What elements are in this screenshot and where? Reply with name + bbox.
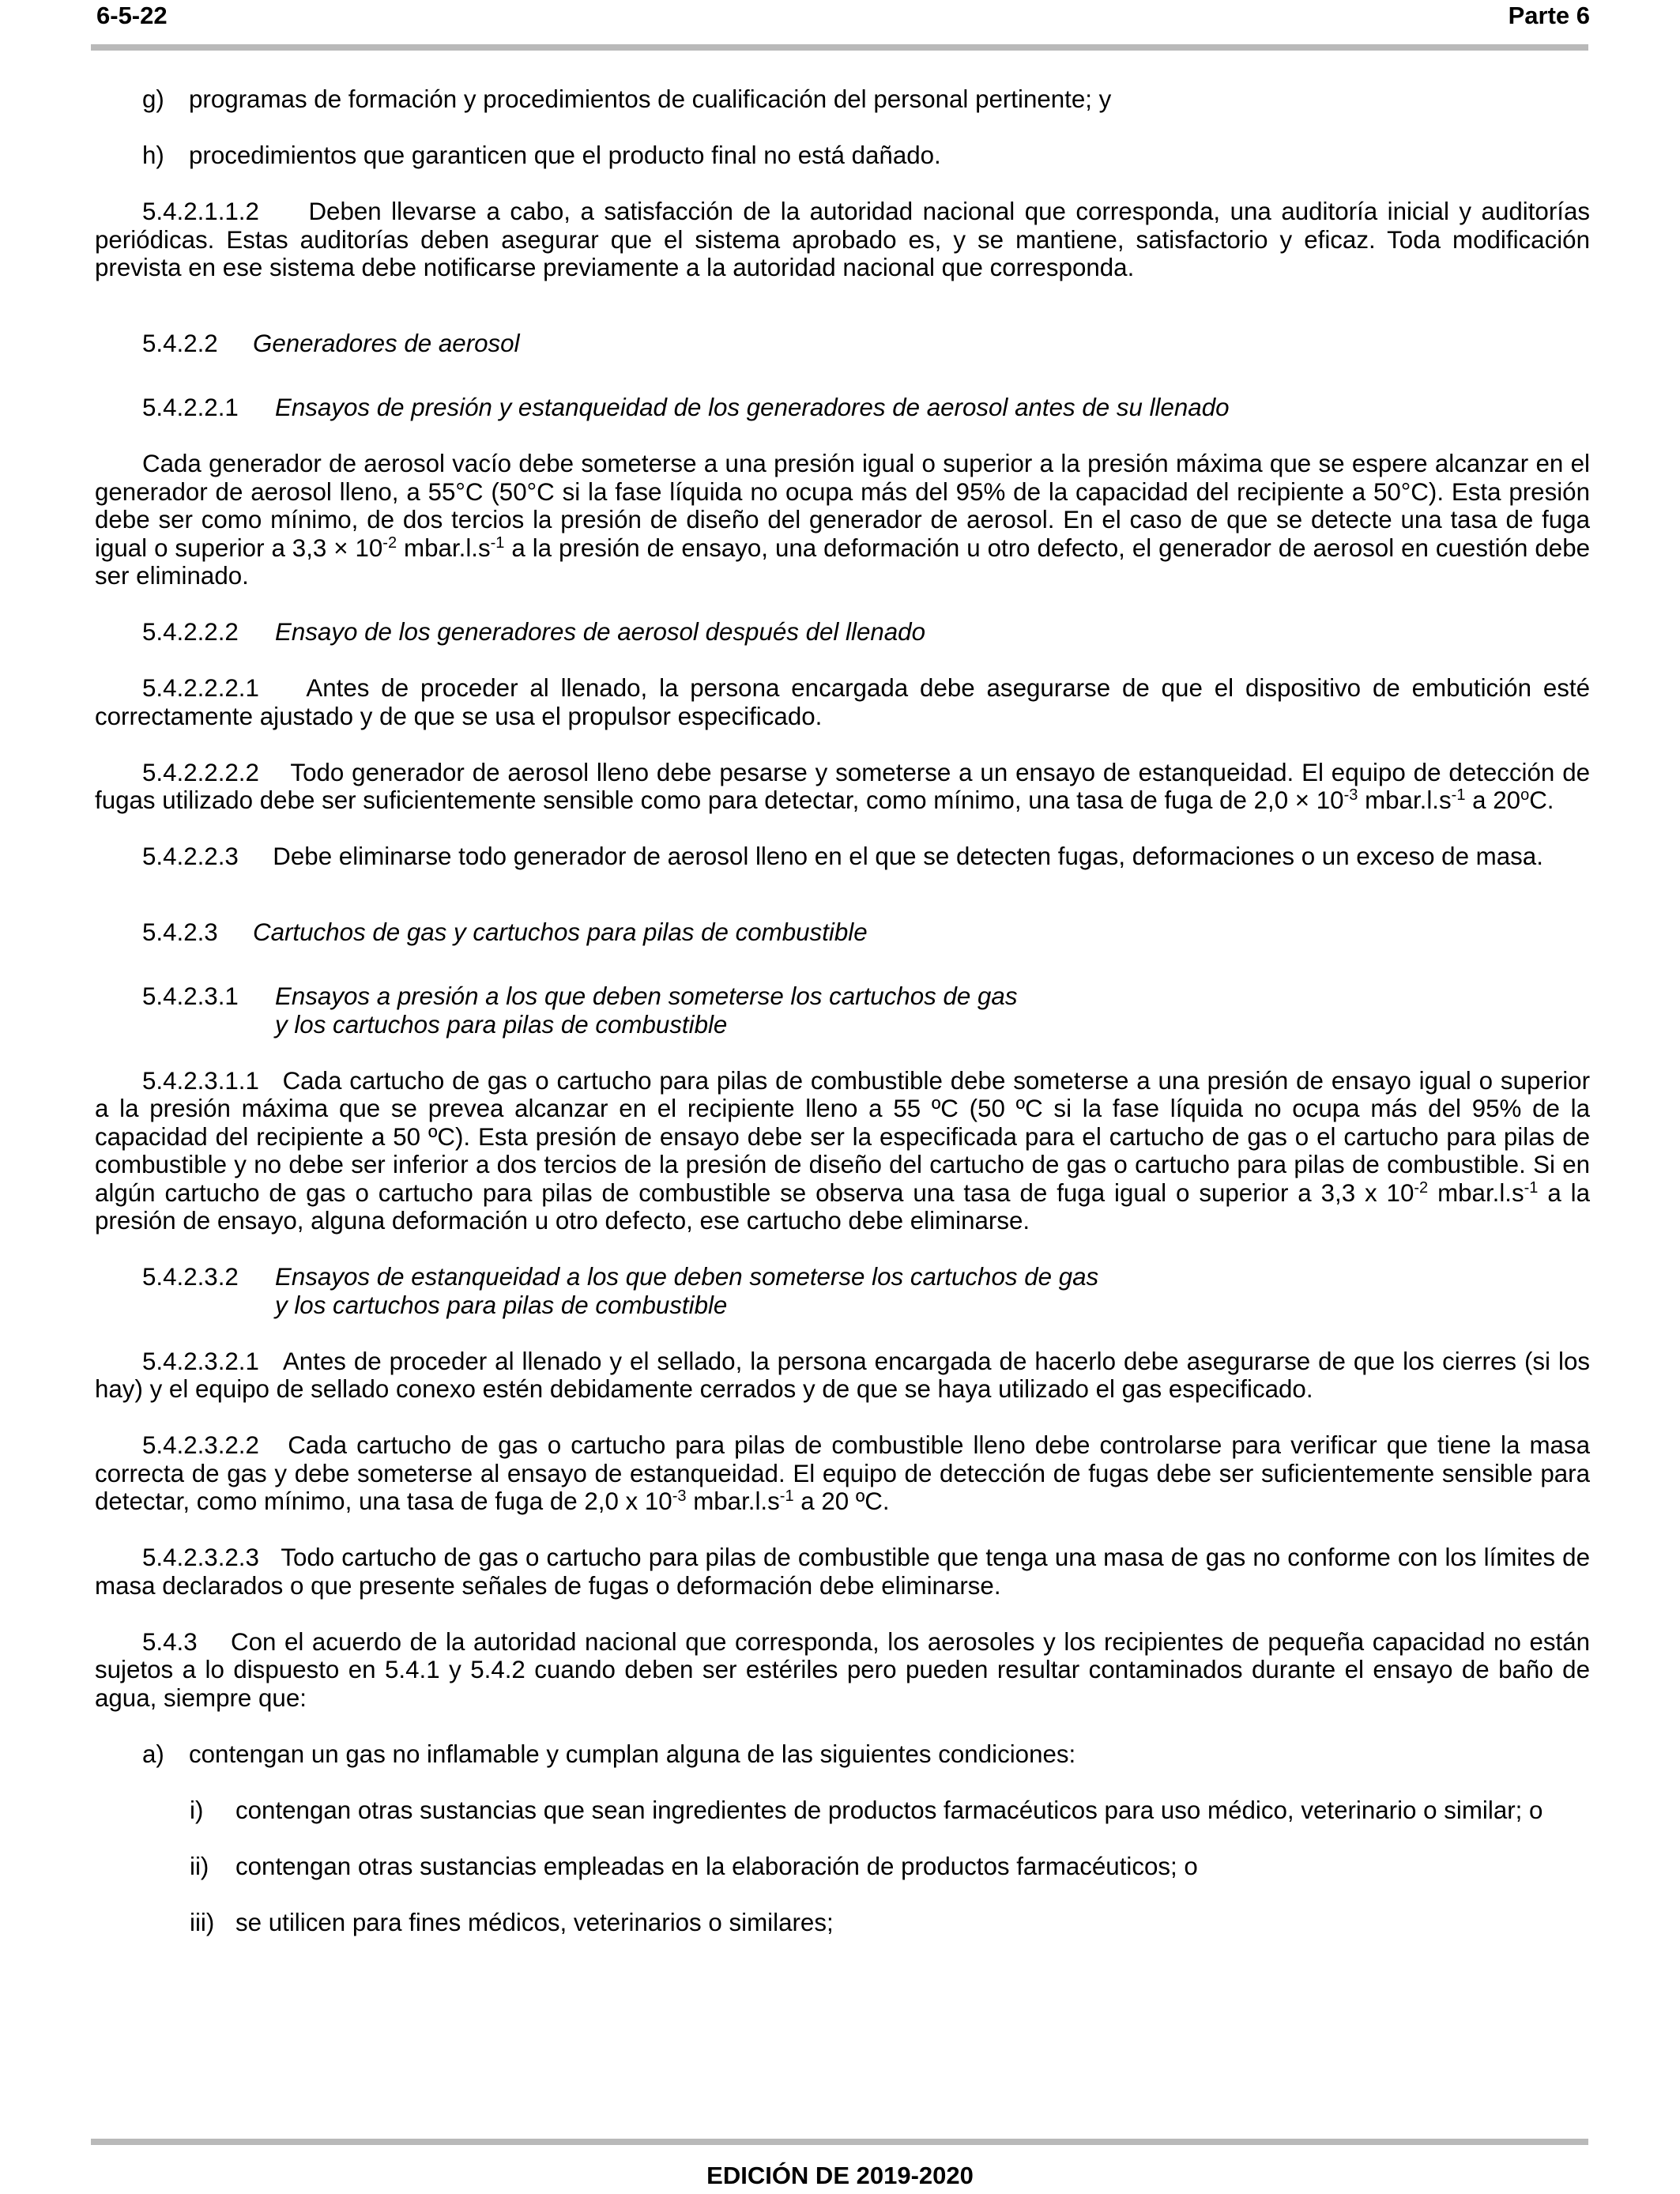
edition-footer: EDICIÓN DE 2019-2020 (706, 2162, 974, 2189)
paragraph-5-4-2-3-2-1 (95, 1348, 1590, 1404)
text-run: mbar.l.s (686, 1487, 780, 1515)
footer-rule (91, 2139, 1588, 2145)
text-run: a 20 ºC. (793, 1487, 890, 1515)
sub-list-item-label: iii) (190, 1908, 215, 1936)
list-item-text: contengan un gas no inflamable y cumplan alguna de las siguientes condiciones: (189, 1740, 1076, 1768)
list-item-label: h) (142, 141, 164, 169)
list-item-a (95, 1740, 1590, 1769)
paragraph-number: 5.4.2.1.1.2 (142, 198, 259, 225)
heading-number: 5.4.2.2.2 (142, 618, 239, 646)
sub-list-item-text: contengan otras sustancias que sean ingredientes de productos farmacéuticos para uso médico, veterinario o similar; o (235, 1796, 1543, 1824)
superscript: -1 (490, 533, 505, 552)
section-heading-5-4-2-2 (95, 330, 1590, 358)
paragraph-text: Deben llevarse a cabo, a satisfacción de la autoridad nacional que corresponda, una auditoría inicial y auditorías periódicas. Estas auditorías deben asegurar que el sistema aprobado es, y se mantiene, satisfactorio y eficaz. Toda modificación prevista en ese sistema debe notificarse previamente a la autoridad nacional que corresponda. (95, 198, 1590, 281)
paragraph-5-4-2-3-1-1 (95, 1067, 1590, 1235)
paragraph-5-4-2-1-1-2 (95, 198, 1590, 282)
list-item-text: procedimientos que garanticen que el producto final no está dañado. (189, 141, 941, 169)
paragraph-5-4-2-2-2-2 (95, 759, 1590, 815)
heading-number: 5.4.2.2.1 (142, 394, 239, 421)
part-label: Parte 6 (1508, 2, 1590, 29)
paragraph-text: Con el acuerdo de la autoridad nacional que corresponda, los aerosoles y los recipientes de pequeña capacidad no están sujetos a lo dispuesto en 5.4.1 y 5.4.2 cuando deben ser estériles pero pueden resultar contaminados durante el ensayo de baño de agua, siempre que: (95, 1627, 1591, 1712)
superscript: -1 (1524, 1178, 1539, 1197)
page-header (96, 2, 1590, 33)
paragraph-number: 5.4.2.3.1.1 (142, 1066, 259, 1095)
paragraph-number: 5.4.2.2.2.2 (142, 758, 259, 786)
section-heading-5-4-2-2-1 (95, 394, 1590, 422)
paragraph-text: Antes de proceder al llenado y el sellado, la persona encargada de hacerlo debe asegurarse de que los cierres (si los hay) y el equipo de sellado conexo estén debidamente cerrados y de que se haya utilizado el gas especificado. (95, 1347, 1591, 1403)
section-heading-5-4-2-3 (95, 918, 1590, 947)
paragraph-5-4-2-3-2-2 (95, 1431, 1590, 1516)
superscript: -2 (1414, 1178, 1429, 1197)
section-heading-5-4-2-3-2 (95, 1263, 1590, 1319)
text-run: mbar.l.s (1358, 786, 1452, 814)
heading-title: Ensayos de presión y estanqueidad de los generadores de aerosol antes de su llenado (275, 394, 1230, 421)
heading-title: Ensayo de los generadores de aerosol después del llenado (275, 618, 925, 646)
heading-number: 5.4.2.3.1 (142, 982, 239, 1010)
paragraph-number: 5.4.2.3.2.2 (142, 1431, 259, 1459)
list-item-label: a) (142, 1740, 164, 1768)
heading-number: 5.4.2.3 (142, 918, 218, 946)
sub-list-item-text: contengan otras sustancias empleadas en la elaboración de productos farmacéuticos; o (235, 1852, 1198, 1880)
text-run: Cada cartucho de gas o cartucho para pilas de combustible lleno debe controlarse para verificar que tiene la masa correcta de gas y debe someterse al ensayo de estanqueidad. El equipo de detección de fugas debe ser suficientemente sensible para detectar, como mínimo, una tasa de fuga de 2,0 x 10 (95, 1431, 1590, 1515)
paragraph-number: 5.4.2.3.2.3 (142, 1544, 259, 1571)
document-body (95, 85, 1590, 1965)
paragraph-number: 5.4.2.2.3 (142, 843, 239, 870)
paragraph-number: 5.4.2.3.2.1 (142, 1347, 259, 1375)
paragraph-5-4-2-2-1 (95, 450, 1590, 590)
section-heading-5-4-2-2-2 (95, 618, 1590, 647)
sub-list-item (95, 1853, 1590, 1881)
paragraph-text: Debe eliminarse todo generador de aerosol lleno en el que se detecten fugas, deformaciones o un exceso de masa. (273, 843, 1543, 870)
sub-list-item-label: ii) (190, 1852, 209, 1880)
superscript: -3 (672, 1487, 687, 1505)
text-run: a la presión de ensayo, alguna deformación u otro defecto, ese cartucho debe eliminarse. (95, 1178, 1590, 1235)
paragraph-text: Antes de proceder al llenado, la persona encargada debe asegurarse de que el dispositivo de embutición esté correctamente ajustado y de que se usa el propulsor especificado. (95, 674, 1590, 730)
sub-list-item (95, 1796, 1590, 1825)
paragraph-number: 5.4.2.2.2.1 (142, 674, 259, 702)
superscript: -1 (1451, 786, 1466, 804)
paragraph-5-4-2-2-3 (95, 843, 1590, 871)
text-run: mbar.l.s (397, 533, 491, 562)
heading-number: 5.4.2.3.2 (142, 1263, 239, 1291)
heading-title-line-1: Ensayos a presión a los que deben someterse los cartuchos de gas (275, 982, 1018, 1010)
heading-title-line-1: Ensayos de estanqueidad a los que deben someterse los cartuchos de gas (275, 1263, 1099, 1291)
list-item-label: g) (142, 85, 164, 113)
paragraph-text: Todo cartucho de gas o cartucho para pilas de combustible que tenga una masa de gas no conforme con los límites de masa declarados o que presente señales de fugas o deformación debe eliminarse. (95, 1544, 1590, 1600)
text-run: Cada cartucho de gas o cartucho para pilas de combustible debe someterse a una presión de ensayo igual o superior a la presión máxima que se prevea alcanzar en el recipiente lleno a 55 ºC (50 ºC si la fase líquida no ocupa más del 95% de la capacidad del recipiente a 50 ºC). Esta presión de ensayo debe ser la especificada para el cartucho de gas o el cartucho para pilas de combustible y no debe ser inferior a dos tercios de la presión de diseño del cartucho de gas o cartucho para pilas de combustible. Si en algún cartucho de gas o cartucho para pilas de combustible se observa una tasa de fuga igual o superior a 3,3 x 10 (95, 1066, 1590, 1207)
superscript: -3 (1343, 786, 1358, 804)
list-item (95, 85, 1590, 114)
text-run: a 20 (1465, 786, 1521, 814)
text-run: C. (1529, 786, 1554, 814)
text-run: Todo generador de aerosol lleno debe pesarse y someterse a un ensayo de estanqueidad. El equipo de detección de fugas utilizado debe ser suficientemente sensible como para detectar, como mínimo, una tasa de fuga de 2,0 × 10 (95, 758, 1591, 814)
superscript: -2 (382, 533, 397, 552)
text-run: Cada generador de aerosol vacío debe someterse a una presión igual o superior a la presión máxima que se espere alcanzar en el generador de aerosol lleno, a 55°C (50°C si la fase líquida no ocupa más del 95% de la capacidad del recipiente a 50°C). Esta presión debe ser como mínimo, de dos tercios la presión de diseño del generador de aerosol. En el caso de que se detecte una tasa de fuga igual o superior a 3,3 × 10 (95, 450, 1590, 562)
heading-title-line-2: y los cartuchos para pilas de combustible (275, 1010, 728, 1039)
paragraph-5-4-2-2-2-1 (95, 674, 1590, 730)
paragraph-5-4-2-3-2-3 (95, 1544, 1590, 1600)
superscript: o (1520, 786, 1530, 804)
paragraph-number: 5.4.3 (142, 1627, 198, 1656)
list-item-text: programas de formación y procedimientos de cualificación del personal pertinente; y (189, 85, 1112, 113)
text-run: mbar.l.s (1428, 1178, 1524, 1207)
superscript: -1 (779, 1487, 794, 1505)
section-heading-5-4-2-3-1 (95, 982, 1590, 1039)
page-number: 6-5-22 (96, 2, 168, 29)
sub-list-item-label: i) (190, 1796, 204, 1824)
heading-title: Cartuchos de gas y cartuchos para pilas de combustible (253, 918, 868, 946)
header-rule (91, 44, 1588, 51)
sub-list-item (95, 1909, 1590, 1937)
text-run: a la presión de ensayo, una deformación u otro defecto, el generador de aerosol en cuestión debe ser eliminado. (95, 533, 1591, 590)
list-item (95, 141, 1590, 170)
sub-list-item-text: se utilicen para fines médicos, veterinarios o similares; (235, 1908, 834, 1936)
heading-title: Generadores de aerosol (253, 329, 520, 357)
heading-title-line-2: y los cartuchos para pilas de combustible (275, 1291, 728, 1319)
heading-number: 5.4.2.2 (142, 329, 218, 357)
paragraph-5-4-3 (95, 1628, 1590, 1713)
